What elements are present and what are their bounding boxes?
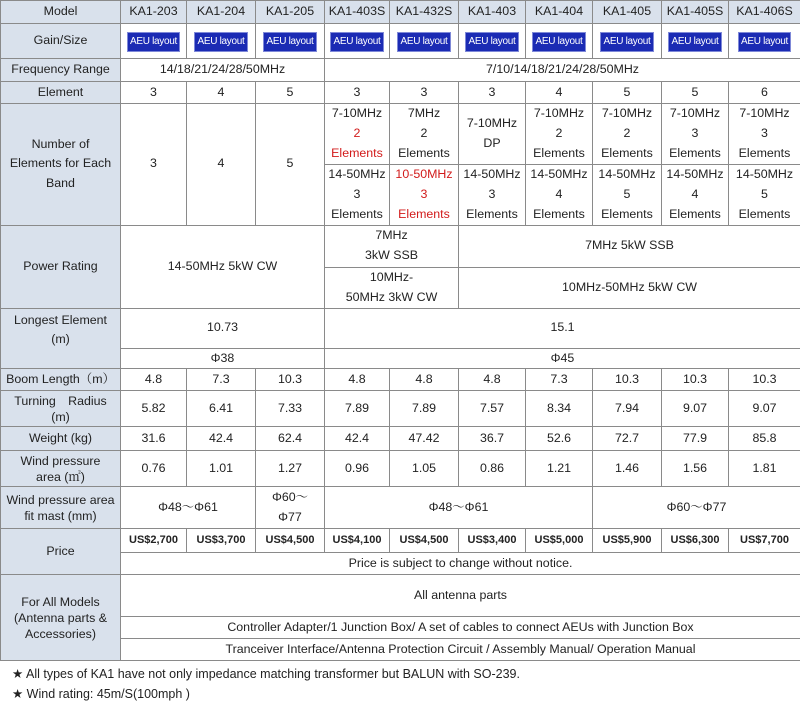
frequency-group-1: 14/18/21/24/28/50MHz [121,59,325,82]
boom-cell: 7.3 [526,369,593,391]
price-cell: US$5,900 [593,529,662,553]
gain-cell [325,24,390,59]
band-cell: 14-50MHz 4 Elements [526,165,593,226]
mast-row [1,348,800,369]
price-cell: US$4,100 [325,529,390,553]
gain-cell [187,24,256,59]
power-s-bottom: 10MHz- 50MHz 3kW CW [325,267,459,308]
weight-cell: 36.7 [459,427,526,451]
accessories-parts: All antenna parts [121,575,800,617]
row-label-accessories: For All Models (Antenna parts & Accessories) [1,575,121,661]
row-label-element: Element [1,82,121,104]
gain-cell [662,24,729,59]
band-cell: 7-10MHz DP [459,104,526,165]
accessories-controller: Controller Adapter/1 Junction Box/ A set of cables to connect AEUs with Junction Box [121,617,800,639]
wind-mast-a: Φ48～Φ61 [121,487,256,529]
band-cell: 14-50MHz 5 Elements [729,165,800,226]
price-cell: US$7,700 [729,529,800,553]
frequency-row [1,59,800,82]
band-cell: 14-50MHz 3 Elements [325,165,390,226]
turning-cell: 7.57 [459,391,526,427]
price-note-row [1,553,800,575]
weight-cell: 62.4 [256,427,325,451]
element-cell: 3 [325,82,390,104]
price-note: Price is subject to change without notice. [121,553,800,575]
aeu-layout-link[interactable]: AEU layout [330,32,383,52]
power-r-bottom: 10MHz-50MHz 5kW CW [459,267,800,308]
price-row [1,529,800,553]
turning-cell: 6.41 [187,391,256,427]
band-cell: 7-10MHz 2 Elements [526,104,593,165]
gain-row [1,24,800,59]
turning-cell: 7.89 [325,391,390,427]
turning-cell: 7.89 [390,391,459,427]
element-cell: 4 [187,82,256,104]
model-header: KA1-432S [390,1,459,24]
gain-cell [459,24,526,59]
boom-cell: 4.8 [121,369,187,391]
wind-mast-c: Φ48～Φ61 [325,487,593,529]
element-row [1,82,800,104]
model-header: KA1-405S [662,1,729,24]
wind-area-cell: 1.21 [526,451,593,487]
element-cell: 5 [662,82,729,104]
model-header: KA1-404 [526,1,593,24]
gain-cell [256,24,325,59]
band-cell: 7-10MHz 3 Elements [729,104,800,165]
turning-row [1,391,800,427]
row-label-weight: Weight (kg) [1,427,121,451]
turning-cell: 7.33 [256,391,325,427]
wind-area-cell: 1.46 [593,451,662,487]
aeu-layout-link[interactable]: AEU layout [465,32,518,52]
row-label-longest: Longest Element (m) [1,308,121,369]
boom-row [1,369,800,391]
boom-cell: 10.3 [662,369,729,391]
band-cell: 5 [256,104,325,226]
price-cell: US$5,000 [526,529,593,553]
weight-cell: 72.7 [593,427,662,451]
element-cell: 5 [256,82,325,104]
wind-area-cell: 0.96 [325,451,390,487]
band-cell: 7-10MHz 2 Elements [325,104,390,165]
footnote-wind-rating: ★ Wind rating: 45m/S(100mph ) [12,685,800,704]
element-cell: 3 [121,82,187,104]
gain-cell [729,24,800,59]
element-cell: 3 [390,82,459,104]
band-cell: 3 [121,104,187,226]
frequency-group-2: 7/10/14/18/21/24/28/50MHz [325,59,800,82]
element-cell: 6 [729,82,800,104]
turning-cell: 5.82 [121,391,187,427]
row-label-power: Power Rating [1,225,121,308]
weight-cell: 31.6 [121,427,187,451]
elements-band-row-top [1,104,800,165]
price-cell: US$3,700 [187,529,256,553]
wind-area-cell: 1.27 [256,451,325,487]
price-cell: US$4,500 [256,529,325,553]
band-cell: 7MHz 2 Elements [390,104,459,165]
band-cell: 14-50MHz 3 Elements [459,165,526,226]
model-header: KA1-403S [325,1,390,24]
longest-group-1: 10.73 [121,308,325,348]
row-label-gain: Gain/Size [1,24,121,59]
weight-row [1,427,800,451]
row-label-wind-area: Wind pressure area (㎡) [1,451,121,487]
wind-mast-d: Φ60～Φ77 [593,487,800,529]
weight-cell: 77.9 [662,427,729,451]
wind-area-cell: 0.86 [459,451,526,487]
weight-cell: 52.6 [526,427,593,451]
accessories-interface: Tranceiver Interface/Antenna Protection Circuit / Assembly Manual/ Operation Manual [121,639,800,661]
wind-area-cell: 1.01 [187,451,256,487]
element-cell: 5 [593,82,662,104]
weight-cell: 47.42 [390,427,459,451]
gain-cell [526,24,593,59]
model-header: KA1-403 [459,1,526,24]
model-header: KA1-204 [187,1,256,24]
boom-cell: 10.3 [256,369,325,391]
model-header: KA1-406S [729,1,800,24]
row-label-elements-per-band: Number of Elements for Each Band [1,104,121,226]
model-header: KA1-405 [593,1,662,24]
power-group-1: 14-50MHz 5kW CW [121,225,325,308]
band-cell: 7-10MHz 3 Elements [662,104,729,165]
turning-cell: 7.94 [593,391,662,427]
band-cell: 10-50MHz 3 Elements [390,165,459,226]
longest-row [1,308,800,348]
price-cell: US$4,500 [390,529,459,553]
weight-cell: 42.4 [187,427,256,451]
aeu-layout-link[interactable]: AEU layout [127,32,180,52]
power-r-top: 7MHz 5kW SSB [459,225,800,267]
accessories-row-2 [1,617,800,639]
aeu-layout-link[interactable]: AEU layout [738,32,791,52]
model-header: KA1-203 [121,1,187,24]
gain-cell [390,24,459,59]
wind-area-cell: 1.05 [390,451,459,487]
power-s-top: 7MHz 3kW SSB [325,225,459,267]
power-row-top [1,225,800,267]
band-cell: 7-10MHz 2 Elements [593,104,662,165]
accessories-row-3 [1,639,800,661]
row-label-price: Price [1,529,121,575]
row-label-turning: Turning Radius (m) [1,391,121,427]
footnotes [0,661,800,704]
row-label-model: Model [1,1,121,24]
wind-mast-b: Φ60～ Φ77 [256,487,325,529]
element-cell: 3 [459,82,526,104]
boom-cell: 10.3 [593,369,662,391]
wind-area-cell: 1.81 [729,451,800,487]
row-label-frequency: Frequency Range [1,59,121,82]
price-cell: US$3,400 [459,529,526,553]
gain-cell [121,24,187,59]
weight-cell: 85.8 [729,427,800,451]
footnote-balun: ★ All types of KA1 have not only impedance matching transformer but BALUN with SO-239. [12,665,800,684]
mast-group-1: Φ38 [121,348,325,369]
boom-cell: 10.3 [729,369,800,391]
band-cell: 4 [187,104,256,226]
gain-cell [593,24,662,59]
aeu-layout-link[interactable]: AEU layout [532,32,585,52]
weight-cell: 42.4 [325,427,390,451]
wind-area-row [1,451,800,487]
boom-cell: 4.8 [459,369,526,391]
aeu-layout-link[interactable]: AEU layout [194,32,247,52]
row-label-wind-mast: Wind pressure area fit mast (mm) [1,487,121,529]
wind-mast-row [1,487,800,529]
boom-cell: 7.3 [187,369,256,391]
aeu-layout-link[interactable]: AEU layout [397,32,450,52]
wind-area-cell: 1.56 [662,451,729,487]
boom-cell: 4.8 [390,369,459,391]
turning-cell: 8.34 [526,391,593,427]
price-cell: US$2,700 [121,529,187,553]
band-cell: 14-50MHz 5 Elements [593,165,662,226]
longest-group-2: 15.1 [325,308,800,348]
element-cell: 4 [526,82,593,104]
aeu-layout-link[interactable]: AEU layout [668,32,721,52]
row-label-boom: Boom Length（m） [1,369,121,391]
turning-cell: 9.07 [729,391,800,427]
accessories-row-1 [1,575,800,617]
mast-group-2: Φ45 [325,348,800,369]
boom-cell: 4.8 [325,369,390,391]
model-header: KA1-205 [256,1,325,24]
aeu-layout-link[interactable]: AEU layout [263,32,316,52]
band-cell: 14-50MHz 4 Elements [662,165,729,226]
model-row [1,1,800,24]
turning-cell: 9.07 [662,391,729,427]
aeu-layout-link[interactable]: AEU layout [600,32,653,52]
price-cell: US$6,300 [662,529,729,553]
wind-area-cell: 0.76 [121,451,187,487]
